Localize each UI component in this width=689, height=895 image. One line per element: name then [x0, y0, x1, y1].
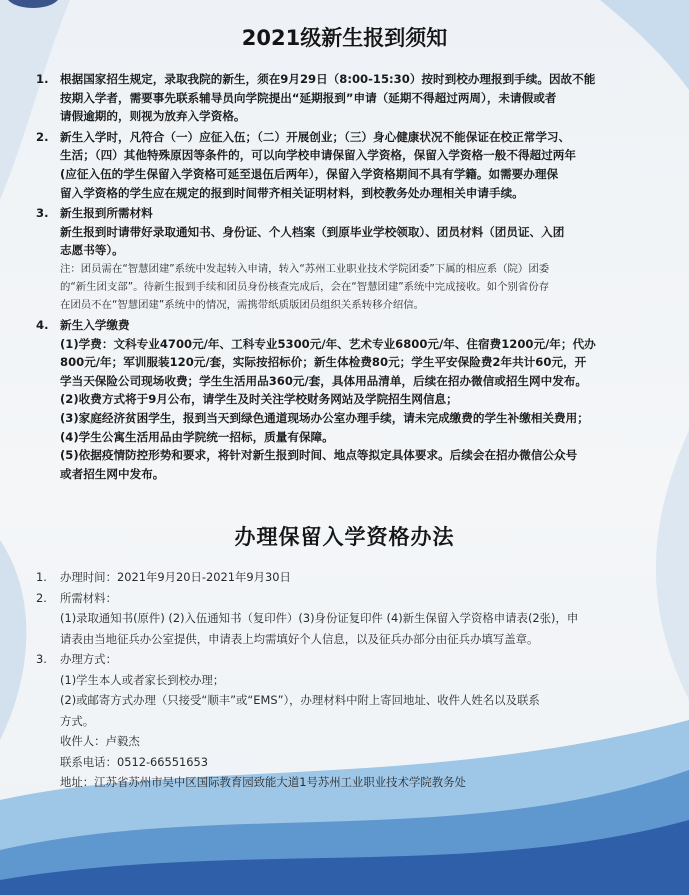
item-line: 按期入学者，需要事先联系辅导员向学院提出“延期报到”申请（延期不得超过两周），未请假或者 — [60, 90, 557, 105]
item-line: (1)学费：文科专业4700元/年、工科专业5300元/年、艺术专业6800元/年、住宿费1200元/年；代办 — [60, 336, 596, 351]
item-line: (3)家庭经济贫困学生，报到当天到绿色通道现场办公室办理手续，请未完成缴费的学生补缴相关费用； — [60, 410, 589, 425]
item-number: 1. — [36, 570, 47, 584]
item-line: 留入学资格的学生应在规定的报到时间带齐相关证明材料，到校教务处办理相关申请手续。 — [60, 185, 524, 200]
item-heading: 所需材料： — [60, 590, 117, 605]
item-line: 请假逾期的，则视为放弃入学资格。 — [60, 109, 246, 124]
item-line: 新生入学时，凡符合（一）应征入伍；（二）开展创业；（三）身心健康状况不能保证在校正常学习、 — [60, 129, 571, 144]
item-number: 3. — [36, 206, 49, 221]
section-title-retain: 办理保留入学资格办法 — [234, 525, 455, 549]
notice-item-4 — [36, 316, 642, 483]
page-title: 2021级新生报到须知 — [241, 26, 448, 50]
item-line: (1)录取通知书(原件) (2)入伍通知书（复印件）(3)身份证复印件 (4)新生保留入学资格申请表(2张)，申 — [60, 611, 579, 625]
item-note-line: 的“新生团支部”。待新生报到手续和团员身份核查完成后，会在“智慧团建”系统中完成接收。如个别省份存 — [60, 280, 550, 293]
item-line: 或者招生网中发布。 — [60, 466, 165, 481]
item-number: 2. — [36, 590, 47, 605]
item-line: (2)或邮寄方式办理（只接受“顺丰”或“EMS”），办理材料中附上寄回地址、收件人姓名以及联系 — [60, 693, 540, 707]
recipient-name: 收件人：卢毅杰 — [60, 734, 140, 748]
item-note-line: 在团员不在“智慧团建”系统中的情况，需携带纸质版团员组织关系转移介绍信。 — [60, 298, 425, 311]
retain-list — [36, 567, 642, 793]
notice-list — [36, 70, 642, 483]
retain-item-2 — [36, 588, 642, 650]
item-heading: 新生报到所需材料 — [60, 206, 153, 221]
item-heading: 办理方式： — [60, 652, 117, 666]
item-line: 办理时间：2021年9月20日-2021年9月30日 — [60, 570, 291, 584]
item-line: (4)学生公寓生活用品由学院统一招标，质量有保障。 — [60, 429, 334, 444]
item-line: (应征入伍的学生保留入学资格可延至退伍后两年），保留入学资格期间不具有学籍。如需要办理保 — [60, 166, 559, 181]
item-number: 2. — [36, 129, 49, 144]
item-line: 800元/年；军训服装120元/套，实际按招标价；新生体检费80元；学生平安保险费2年共计60元，开 — [60, 355, 587, 370]
item-number: 4. — [36, 317, 49, 332]
retain-item-1 — [36, 567, 642, 588]
item-line: 请表由当地征兵办公室提供，申请表上均需填好个人信息，以及征兵办部分由征兵办填写盖章。 — [60, 631, 539, 646]
notice-item-3 — [36, 204, 642, 314]
item-line: 生活；（四）其他特殊原因等条件的，可以向学校申请保留入学资格，保留入学资格一般不得超过两年 — [60, 148, 576, 163]
notice-item-2 — [36, 128, 642, 202]
item-line: 方式。 — [60, 713, 95, 728]
item-note-line: 注：团员需在“智慧团建”系统中发起转入申请，转入“苏州工业职业技术学院团委”下属的相应系（院）团委 — [60, 262, 550, 275]
item-line: (1)学生本人或者家长到校办理； — [60, 672, 225, 687]
item-heading: 新生入学缴费 — [60, 317, 130, 332]
item-line: 根据国家招生规定，录取我院的新生，须在9月29日（8:00-15:30）按时到校办理报到手续。因故不能 — [60, 72, 596, 86]
retain-item-3 — [36, 649, 642, 793]
contact-phone: 联系电话：0512-66551653 — [60, 754, 209, 769]
item-line: (5)依据疫情防控形势和要求，将针对新生报到时间、地点等拟定具体要求。后续会在招办微信公众号 — [60, 448, 578, 463]
item-line: 新生报到时请带好录取通知书、身份证、个人档案（到原毕业学校领取）、团员材料（团员证、入团 — [60, 224, 565, 239]
item-line: 志愿书等）。 — [60, 243, 124, 258]
notice-item-1 — [36, 70, 642, 126]
item-number: 3. — [36, 652, 47, 666]
item-line: 学当天保险公司现场收费；学生生活用品360元/套，具体用品清单，后续在招办微信或招生网中发布。 — [60, 373, 587, 388]
mailing-address: 地址：江苏省苏州市吴中区国际教育园致能大道1号苏州工业职业技术学院教务处 — [60, 775, 466, 789]
item-line: (2)收费方式将于9月公布，请学生及时关注学校财务网站及学院招生网信息； — [60, 392, 458, 407]
item-number: 1. — [36, 72, 49, 86]
